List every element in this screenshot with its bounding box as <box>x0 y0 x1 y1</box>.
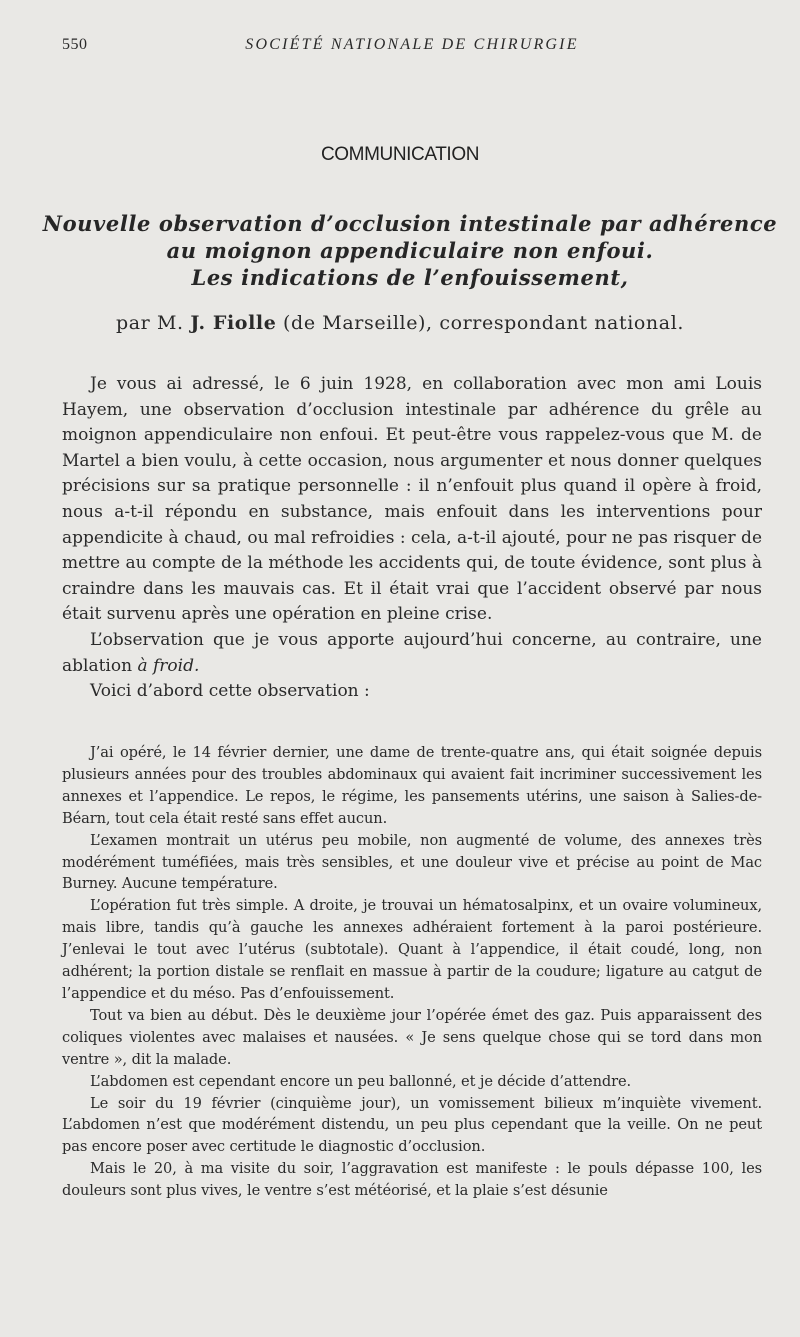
page-number: 550 <box>62 36 88 53</box>
observation-paragraph-5: L’abdomen est cependant encore un peu ballonné, et je décide d’attendre. <box>90 1072 632 1090</box>
observation-paragraph-7: Mais le 20, à ma visite du soir, l’aggravation est manifeste : le pouls dépasse 100, les douleurs sont plus vives, le ventre s’est météorisé, et la plaie s’est désunie <box>62 1160 762 1200</box>
byline-suffix: (de Marseille), correspondant national. <box>283 312 685 334</box>
paragraph-2-emphasis: à froid. <box>137 655 200 676</box>
observation-paragraph-2: L’examen montrait un utérus peu mobile, non augmenté de volume, des annexes très modérément tuméfiées, mais très sensibles, et une douleur vive et précise au point de Mac Burney. Aucune température. <box>62 831 762 893</box>
title-line-1: Nouvelle observation d’occlusion intestinale par adhérence <box>42 211 778 236</box>
paragraph-2 <box>62 628 762 679</box>
body-text <box>62 372 762 705</box>
observation-paragraph-6: Le soir du 19 février (cinquième jour), un vomissement bilieux m’inquiète vivement. L’abdomen n’est que modérément distendu, un peu plus cependant que la veille. On ne peut pas encore poser avec certitude le diagnostic d’occlusion. <box>62 1094 762 1156</box>
paragraph-2-text: L’observation que je vous apporte aujourd’hui concerne, au contraire, une ablation <box>62 629 762 676</box>
observation-text <box>62 742 762 1202</box>
paragraph-3: Voici d’abord cette observation : <box>90 681 370 702</box>
section-label: COMMUNICATION <box>320 144 480 165</box>
byline <box>0 312 800 334</box>
byline-prefix: par M. <box>115 312 184 334</box>
article-title <box>40 210 780 291</box>
title-line-3: Les indications de l’enfouissement, <box>191 265 629 290</box>
author-name: J. Fiolle <box>190 312 277 334</box>
observation-paragraph-3: L’opération fut très simple. A droite, je trouvai un hématosalpinx, et un ovaire volumineux, mais libre, tandis qu’à gauche les annexes adhéraient fortement à la paroi postérieure. J’enlevai le tout avec l’utérus (subtotale). Quant à l’appendice, il était coudé, long, non adhérent; la portion distale se renflait en massue à partir de la coudure; ligature au catgut de l’appendice et du méso. Pas d’enfouissement. <box>62 897 762 1002</box>
observation-paragraph-1: J’ai opéré, le 14 février dernier, une dame de trente-quatre ans, qui était soignée depuis plusieurs années pour des troubles abdominaux qui avaient fait incriminer successivement les annexes et l’appendice. Le repos, le régime, les pansements utérins, une saison à Salies-de-Béarn, tout cela était resté sans effet aucun. <box>62 744 762 827</box>
observation-paragraph-4: Tout va bien au début. Dès le deuxième jour l’opérée émet des gaz. Puis apparaissent des coliques violentes avec malaises et nausées. « Je sens quelque chose qui se tord dans mon ventre », dit la malade. <box>62 1006 762 1068</box>
running-title: SOCIÉTÉ NATIONALE DE CHIRURGIE <box>245 36 579 53</box>
title-line-2: au moignon appendiculaire non enfoui. <box>166 238 654 263</box>
paragraph-1: Je vous ai adressé, le 6 juin 1928, en collaboration avec mon ami Louis Hayem, une observation d’occlusion intestinale par adhérence du grêle au moignon appendiculaire non enfoui. Et peut-être vous rappelez-vous que M. de Martel a bien voulu, à cette occasion, nous argumenter et nous donner quelques précisions sur sa pratique personnelle : il n’enfouit plus quand il opère à froid, nous a-t-il répondu en substance, mais enfouit dans les interventions pour appendicite à chaud, ou mal refroidies : cela, a-t-il ajouté, pour ne pas risquer de mettre au compte de la méthode les accidents qui, de toute évidence, sont plus à craindre dans les mauvais cas. Et il était vrai que l’accident observé par nous était survenu après une opération en pleine crise. <box>62 374 762 625</box>
page-header <box>62 36 762 62</box>
